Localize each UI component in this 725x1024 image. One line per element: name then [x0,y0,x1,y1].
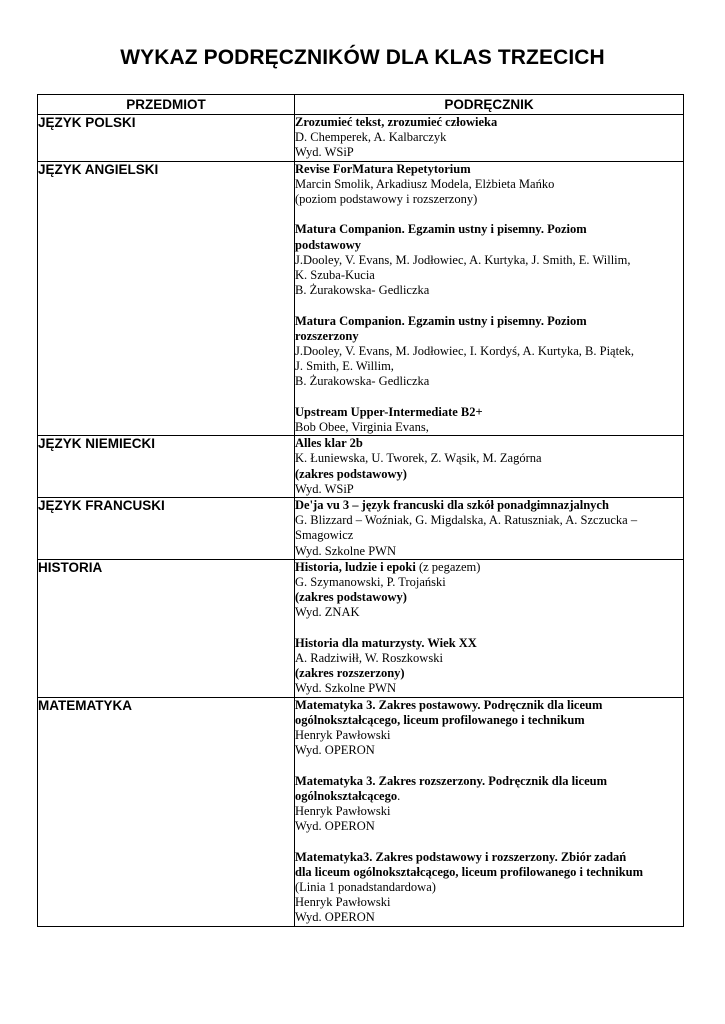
textbook-detail-text: Marcin Smolik, Arkadiusz Modela, Elżbieta Mańko [295,176,555,191]
textbook-line [295,222,683,237]
textbook-line [295,451,683,466]
textbook-detail-text: Henryk Pawłowski [295,728,391,743]
subject-cell: JĘZYK POLSKI [38,115,295,162]
textbook-title-text: (zakres podstawowy) [295,590,407,605]
textbook-entry [295,560,683,621]
textbook-detail-text: Wyd. OPERON [295,819,375,834]
textbook-detail-text: D. Chemperek, A. Kalbarczyk [295,130,447,145]
textbook-line [295,895,683,910]
textbook-line [295,528,683,543]
textbook-entry [295,314,683,390]
textbook-line [295,728,683,743]
textbook-line [295,467,683,482]
textbook-line [295,605,683,620]
textbook-detail-text: J.Dooley, V. Evans, M. Jodłowiec, I. Kordyś, A. Kurtyka, B. Piątek, [295,344,634,359]
textbook-detail-text: (poziom podstawowy i rozszerzony) [295,192,478,207]
table-row [38,697,684,926]
textbook-entry [295,636,683,697]
textbook-title-text: Historia, ludzie i epoki [295,559,416,574]
textbook-title-text: Matematyka 3. Zakres rozszerzony. Podręcznik dla liceum [295,773,607,788]
textbook-title-text: Matura Companion. Egzamin ustny i pisemny. Poziom [295,313,587,328]
textbook-line [295,374,683,389]
textbook-line [295,283,683,298]
subject-cell: JĘZYK ANGIELSKI [38,161,295,436]
textbook-suffix-text: (z pegazem) [415,559,481,574]
textbook-detail-text: Henryk Pawłowski [295,804,391,819]
textbook-detail-text: B. Żurakowska- Gedliczka [295,374,430,389]
textbook-detail-text: Wyd. OPERON [295,743,375,758]
textbooks-cell [295,436,684,498]
textbook-detail-text: G. Szymanowski, P. Trojański [295,575,446,590]
textbook-detail-text: Wyd. Szkolne PWN [295,681,396,696]
textbook-detail-text: B. Żurakowska- Gedliczka [295,283,430,298]
textbook-line [295,560,683,575]
textbook-title-text: Matematyka 3. Zakres postawowy. Podręcznik dla liceum [295,697,603,712]
textbook-detail-text: G. Blizzard – Woźniak, G. Migdalska, A. Ratuszniak, A. Szczucka – [295,513,638,528]
textbooks-cell [295,498,684,560]
textbook-line [295,713,683,728]
header-subject: PRZEDMIOT [38,95,295,115]
textbook-detail-text: Wyd. Szkolne PWN [295,543,396,558]
textbooks-cell [295,697,684,926]
subject-cell: MATEMATYKA [38,697,295,926]
subject-cell: HISTORIA [38,559,295,697]
textbook-title-text: Matematyka3. Zakres podstawowy i rozszerzony. Zbiór zadań [295,849,627,864]
textbook-table [37,94,684,927]
textbook-line [295,681,683,696]
textbook-title-text: Matura Companion. Egzamin ustny i pisemny. Poziom [295,222,587,237]
textbook-suffix-text: . [397,788,401,803]
textbook-line [295,344,683,359]
textbooks-cell [295,161,684,436]
textbook-line [295,405,683,420]
textbook-detail-text: J. Smith, E. Willim, [295,359,394,374]
textbook-detail-text: K. Szuba-Kucia [295,268,375,283]
textbook-line [295,268,683,283]
textbook-title-text: Revise ForMatura Repetytorium [295,161,471,176]
textbook-entry [295,162,683,208]
textbook-title-text: De'ja vu 3 – język francuski dla szkół ponadgimnazjalnych [295,498,609,513]
textbook-line [295,145,683,160]
textbook-line [295,636,683,651]
textbook-line [295,789,683,804]
textbook-line [295,359,683,374]
textbook-line [295,192,683,207]
textbook-title-text: Zrozumieć tekst, zrozumieć człowieka [295,115,498,129]
textbook-title-text: dla liceum ogólnokształcącego, liceum profilowanego i technikum [295,864,644,879]
table-row [38,161,684,436]
table-row [38,498,684,560]
subject-cell: JĘZYK FRANCUSKI [38,498,295,560]
textbook-line [295,774,683,789]
textbook-line [295,314,683,329]
textbook-line [295,513,683,528]
table-header-row [38,95,684,115]
textbook-title-text: Upstream Upper-Intermediate B2+ [295,404,483,419]
textbook-title-text: (zakres podstawowy) [295,466,407,481]
textbook-line [295,575,683,590]
textbook-line [295,743,683,758]
textbook-line [295,819,683,834]
textbook-line [295,865,683,880]
textbook-entry [295,222,683,298]
textbook-line [295,115,683,130]
textbook-line [295,482,683,497]
table-row [38,559,684,697]
textbook-detail-text: Henryk Pawłowski [295,895,391,910]
textbook-entry [295,698,683,759]
textbook-detail-text: Smagowicz [295,528,354,543]
textbook-line [295,420,683,435]
textbook-line [295,177,683,192]
textbook-line [295,130,683,145]
textbook-line [295,910,683,925]
textbook-entry [295,850,683,926]
textbook-detail-text: A. Radziwiłł, W. Roszkowski [295,651,443,666]
textbook-line [295,698,683,713]
textbook-line [295,238,683,253]
textbook-title-text: ogólnokształcącego, liceum profilowanego i technikum [295,712,585,727]
textbook-title-text: rozszerzony [295,328,359,343]
textbook-line [295,590,683,605]
textbook-detail-text: J.Dooley, V. Evans, M. Jodłowiec, A. Kurtyka, J. Smith, E. Willim, [295,252,631,267]
textbook-line [295,850,683,865]
textbook-detail-text: Bob Obee, Virginia Evans, [295,420,429,435]
header-books: PODRĘCZNIK [295,95,684,115]
textbook-detail-text: K. Łuniewska, U. Tworek, Z. Wąsik, M. Zagórna [295,451,542,466]
textbook-line [295,329,683,344]
textbook-line [295,880,683,895]
textbook-title-text: Historia dla maturzysty. Wiek XX [295,635,477,650]
textbooks-cell [295,559,684,697]
document-title: WYKAZ PODRĘCZNIKÓW DLA KLAS TRZECICH [120,46,605,69]
textbook-line [295,162,683,177]
textbook-detail-text: Wyd. ZNAK [295,605,360,620]
textbook-title-text: ogólnokształcącego [295,788,398,803]
textbook-title-text: Alles klar 2b [295,436,363,451]
textbook-line [295,498,683,513]
textbook-detail-text: Wyd. WSiP [295,145,354,160]
textbook-line [295,804,683,819]
textbook-line [295,544,683,559]
textbook-line [295,253,683,268]
subject-cell: JĘZYK NIEMIECKI [38,436,295,498]
table-row [38,436,684,498]
textbook-entry [295,115,683,161]
textbooks-cell [295,115,684,162]
textbook-detail-text: Wyd. OPERON [295,910,375,925]
textbook-line [295,651,683,666]
textbook-title-text: podstawowy [295,237,361,252]
textbook-entry [295,774,683,835]
textbook-line [295,666,683,681]
textbook-entry [295,498,683,559]
table-row [38,115,684,162]
textbook-detail-text: (Linia 1 ponadstandardowa) [295,880,436,895]
textbook-detail-text: Wyd. WSiP [295,481,354,496]
textbook-title-text: (zakres rozszerzony) [295,666,405,681]
textbook-entry [295,405,683,435]
textbook-entry [295,436,683,497]
textbook-line [295,436,683,451]
